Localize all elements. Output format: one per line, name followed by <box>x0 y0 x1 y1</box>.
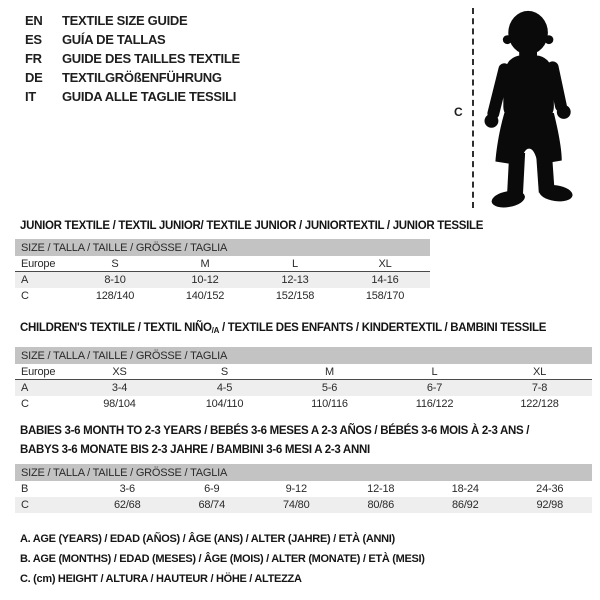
height-cell: 140/152 <box>185 290 225 302</box>
height-cell: 98/104 <box>103 398 136 410</box>
size-cell: L <box>431 365 438 378</box>
months-cell: 6-9 <box>204 483 220 495</box>
size-cell: M <box>325 365 334 378</box>
age-cell: 6-7 <box>426 382 443 394</box>
size-cell: XS <box>112 365 127 378</box>
row-label: A <box>21 382 29 394</box>
age-cell: 4-5 <box>216 382 233 394</box>
children-title-part1: CHILDREN'S TEXTILE / TEXTIL NIÑO <box>20 322 212 334</box>
language-row-fr <box>25 49 240 68</box>
age-cell: 3-4 <box>111 382 128 394</box>
children-title-subscript: /A <box>211 326 220 335</box>
language-code: ES <box>25 32 42 47</box>
language-title: GUIDA ALLE TAGLIE TESSILI <box>62 89 237 104</box>
size-cell: XL <box>378 257 392 270</box>
age-cell: 12-13 <box>281 274 309 286</box>
legend-height-cm: C. (cm) HEIGHT / ALTURA / HAUTEUR / HÖHE / ALTEZZA <box>20 573 302 585</box>
table-row-height <box>15 288 430 304</box>
language-code: IT <box>25 89 36 104</box>
table-row-europe <box>15 256 430 272</box>
height-cell: 152/158 <box>275 290 315 302</box>
height-cell: 80/86 <box>367 499 395 511</box>
row-label: B <box>21 483 29 495</box>
months-cell: 3-6 <box>119 483 135 495</box>
months-cell: 12-18 <box>367 483 395 495</box>
height-cell: 92/98 <box>536 499 564 511</box>
measurement-legend <box>20 529 425 589</box>
children-section-title <box>20 319 546 340</box>
language-title: TEXTILGRÖßENFÜHRUNG <box>62 70 222 85</box>
row-label: C <box>21 290 29 302</box>
months-cell: 9-12 <box>285 483 307 495</box>
size-header-bar: SIZE / TALLA / TAILLE / GRÖSSE / TAGLIA <box>15 239 430 256</box>
height-cell: 110/116 <box>311 398 348 410</box>
months-cell: 24-36 <box>536 483 564 495</box>
language-row-it <box>25 87 240 106</box>
age-cell: 5-6 <box>321 382 338 394</box>
table-row-age <box>15 272 430 288</box>
age-cell: 7-8 <box>531 382 548 394</box>
legend-age-years: A. AGE (YEARS) / EDAD (AÑOS) / ÂGE (ANS) / ALTER (JAHRE) / ETÀ (ANNI) <box>20 533 395 545</box>
height-cell: 128/140 <box>95 290 135 302</box>
language-title: TEXTILE SIZE GUIDE <box>62 13 188 28</box>
age-cell: 14-16 <box>371 274 399 286</box>
size-header-bar: SIZE / TALLA / TAILLE / GRÖSSE / TAGLIA <box>15 347 592 364</box>
height-measure-label: C <box>454 105 463 119</box>
months-cell: 18-24 <box>451 483 479 495</box>
table-row-europe <box>15 364 592 380</box>
size-cell: M <box>200 257 210 270</box>
size-cell: XL <box>532 365 547 378</box>
row-label: C <box>21 499 29 511</box>
toddler-silhouette <box>478 4 598 212</box>
babies-title-line2: BABYS 3-6 MONATE BIS 2-3 JAHRE / BAMBINI 3-6 MESI A 2-3 ANNI <box>20 444 370 456</box>
age-cell: 8-10 <box>104 274 126 286</box>
height-cell: 158/170 <box>365 290 405 302</box>
language-title: GUÍA DE TALLAS <box>62 32 166 47</box>
table-row-height <box>15 396 592 412</box>
babies-size-table <box>15 464 592 513</box>
language-code: FR <box>25 51 42 66</box>
children-size-table <box>15 347 592 412</box>
size-cell: S <box>220 365 229 378</box>
height-cell: 122/128 <box>520 398 559 410</box>
language-row-de <box>25 68 240 87</box>
row-label: C <box>21 398 29 410</box>
junior-size-table <box>15 239 430 304</box>
size-cell: S <box>111 257 119 270</box>
babies-title-line1: BABIES 3-6 MONTH TO 2-3 YEARS / BEBÉS 3-6 MESES A 2-3 AÑOS / BÉBÉS 3-6 MOIS À 2-3 ANS / <box>20 425 530 437</box>
height-cell: 86/92 <box>451 499 479 511</box>
language-title-block <box>25 11 240 106</box>
height-cell: 62/68 <box>113 499 141 511</box>
table-row-height <box>15 497 592 513</box>
language-title: GUIDE DES TAILLES TEXTILE <box>62 51 240 66</box>
height-cell: 74/80 <box>282 499 310 511</box>
junior-section-title: JUNIOR TEXTILE / TEXTIL JUNIOR/ TEXTILE JUNIOR / JUNIORTEXTIL / JUNIOR TESSILE <box>20 220 484 232</box>
language-code: DE <box>25 70 43 85</box>
language-row-en <box>25 11 240 30</box>
legend-age-months: B. AGE (MONTHS) / EDAD (MESES) / ÂGE (MOIS) / ALTER (MONATE) / ETÀ (MESI) <box>20 553 425 565</box>
row-label: A <box>21 274 29 286</box>
row-label: Europe <box>21 257 56 270</box>
table-row-age <box>15 380 592 396</box>
age-cell: 10-12 <box>191 274 219 286</box>
language-row-es <box>25 30 240 49</box>
size-header-bar: SIZE / TALLA / TAILLE / GRÖSSE / TAGLIA <box>15 464 592 481</box>
height-cell: 116/122 <box>415 398 454 410</box>
table-row-months <box>15 481 592 497</box>
children-title-part2: / TEXTILE DES ENFANTS / KINDERTEXTIL / BAMBINI TESSILE <box>219 322 547 334</box>
height-cell: 104/110 <box>205 398 244 410</box>
row-label: Europe <box>21 365 56 378</box>
size-cell: L <box>292 257 298 270</box>
height-measure-dashed-line <box>472 8 474 208</box>
height-cell: 68/74 <box>198 499 226 511</box>
language-code: EN <box>25 13 43 28</box>
babies-section-title <box>20 422 529 460</box>
